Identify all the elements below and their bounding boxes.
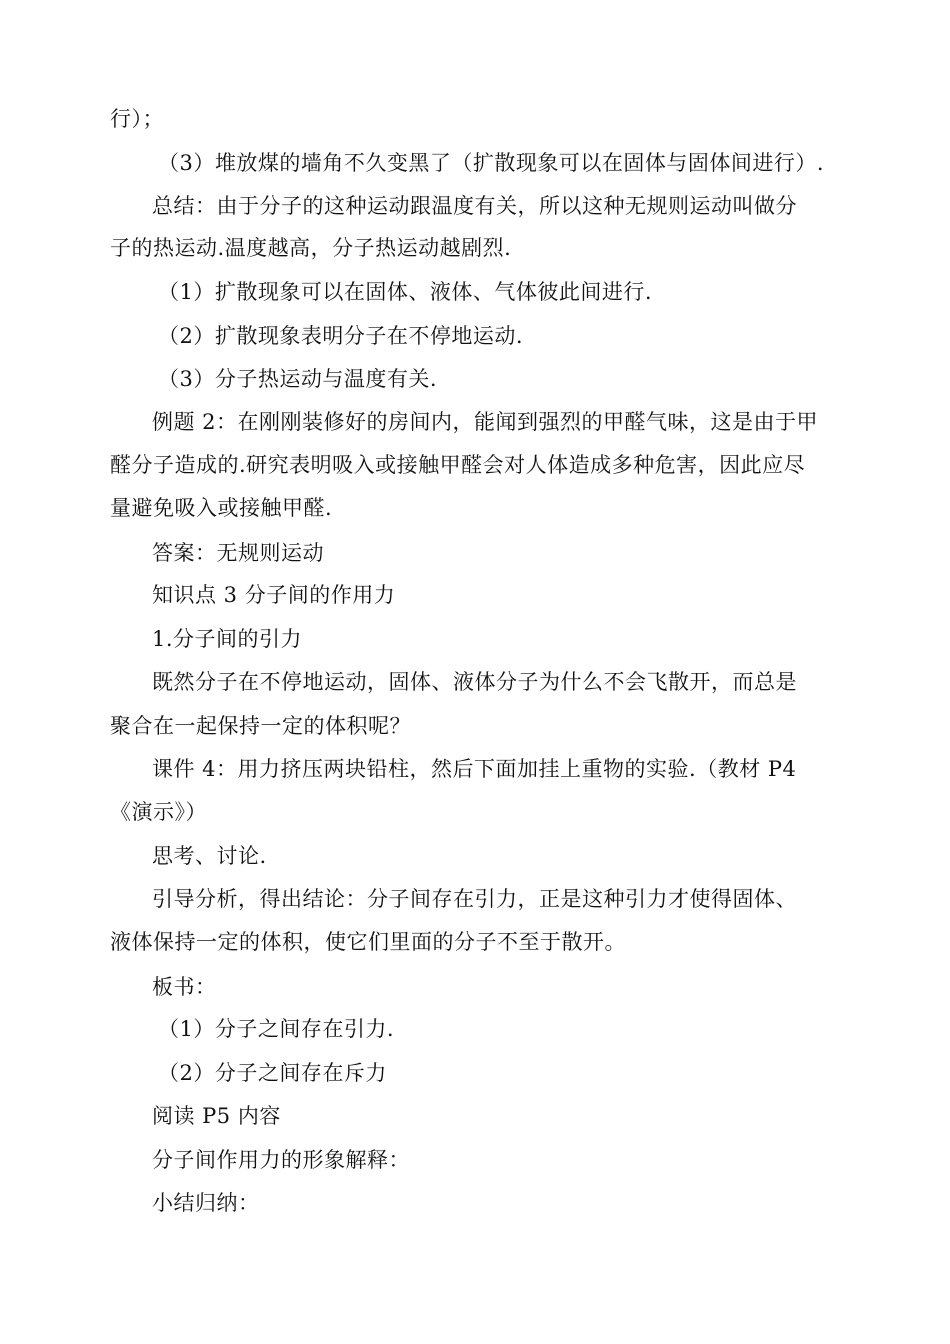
text-line: 既然分子在不停地运动，固体、液体分子为什么不会飞散开，而总是 [152, 670, 797, 694]
text-line: 子的热运动.温度越高，分子热运动越剧烈. [110, 236, 512, 260]
text-line: 液体保持一定的体积，使它们里面的分子不至于散开。 [110, 930, 626, 954]
text-line: （1）分子之间存在引力. [158, 1017, 395, 1041]
text-line: （3）分子热运动与温度有关. [158, 367, 438, 391]
text-line: 板书： [152, 975, 217, 999]
text-line: 小结归纳： [152, 1191, 260, 1215]
text-line: 聚合在一起保持一定的体积呢？ [110, 714, 411, 738]
text-line: 知识点 3 分子间的作用力 [152, 583, 396, 607]
text-line: （3）堆放煤的墙角不久变黑了（扩散现象可以在固体与固体间进行）. [158, 151, 825, 175]
text-line: 行）； [110, 107, 164, 131]
text-line: （1）扩散现象可以在固体、液体、气体彼此间进行. [158, 280, 653, 304]
text-line: （2）分子之间存在斥力 [158, 1061, 387, 1085]
text-line: 思考、讨论. [152, 844, 267, 868]
text-line: 答案：无规则运动 [152, 541, 324, 565]
text-line: 醛分子造成的.研究表明吸入或接触甲醛会对人体造成多种危害，因此应尽 [110, 453, 806, 477]
text-line: 量避免吸入或接触甲醛. [110, 496, 333, 520]
text-line: 课件 4：用力挤压两块铅柱，然后下面加挂上重物的实验.（教材 P4 [152, 757, 797, 781]
text-line: （2）扩散现象表明分子在不停地运动. [158, 324, 524, 348]
text-line: 分子间作用力的形象解释： [152, 1148, 410, 1172]
text-line: 例题 2：在刚刚装修好的房间内，能闻到强烈的甲醛气味，这是由于甲 [152, 410, 819, 434]
text-line: 1.分子间的引力 [152, 627, 303, 651]
text-line: 总结：由于分子的这种运动跟温度有关，所以这种无规则运动叫做分 [152, 194, 797, 218]
text-line: 《演示》） [110, 800, 207, 824]
text-line: 阅读 P5 内容 [152, 1104, 281, 1128]
text-line: 引导分析，得出结论：分子间存在引力，正是这种引力才使得固体、 [152, 887, 797, 911]
